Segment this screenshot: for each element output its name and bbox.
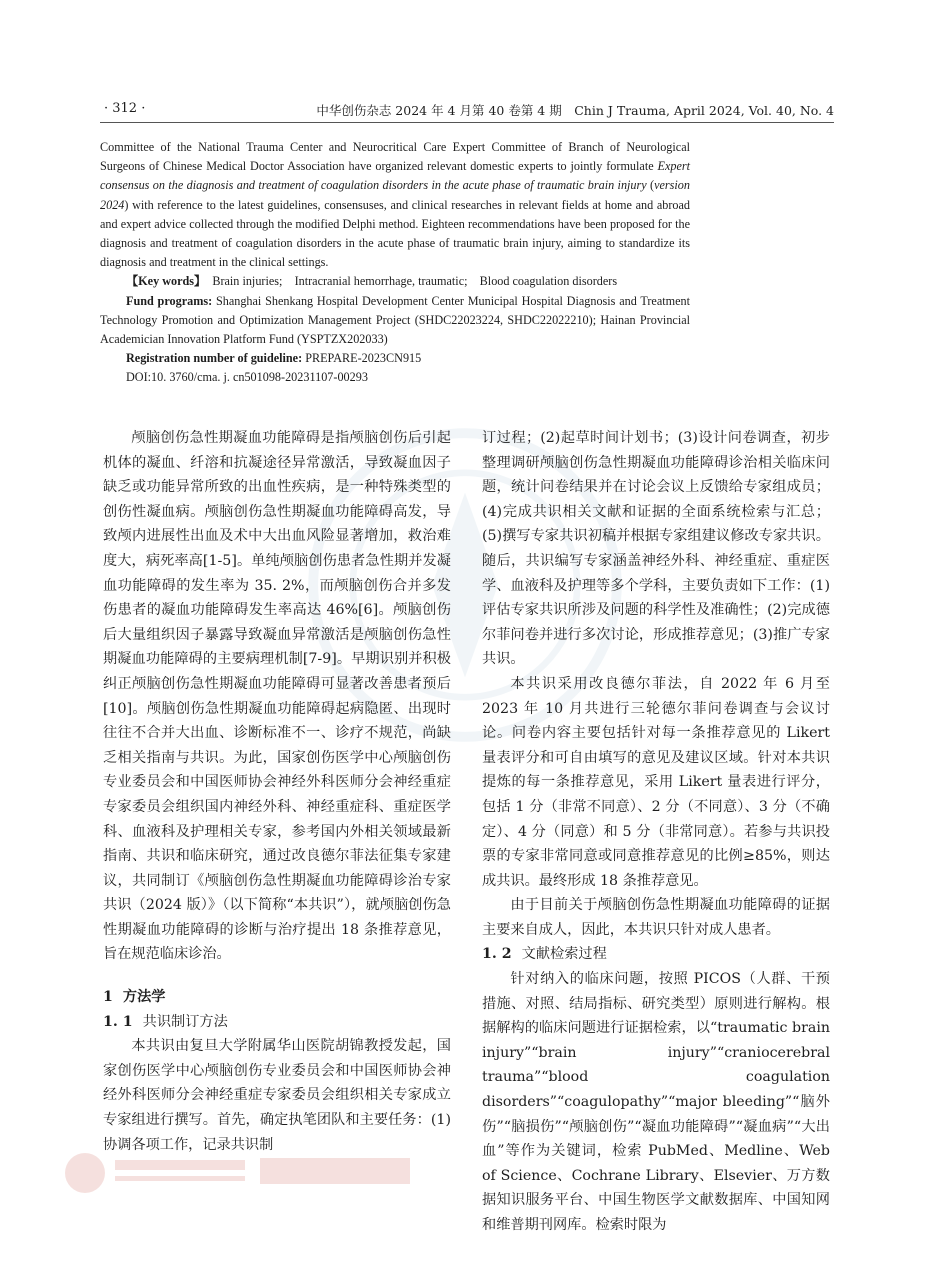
delphi-paragraph: 本共识采用改良德尔菲法，自 2022 年 6 月至 2023 年 10 月共进行三轮德尔菲问卷调查与会议讨论。问卷内容主要包括针对每一条推荐意见的 Likert 量表评分和可自由填写的意见及建议区域。针对本共识提炼的每一条推荐意见，采用 Likert 量表进行评分，包括 1 分（非常不同意）、2 分（不同意）、3 分（不确定）、4 分（同意）和 5 分（非常同意）。若参与共识投票的专家非常同意或同意推荐意见的比例≥85%，则达成共识。最终形成 18 条推荐意见。: [482, 675, 830, 889]
journal-citation: 中华创伤杂志 2024 年 4 月第 40 卷第 4 期 Chin J Trauma, April 2024, Vol. 40, No. 4: [316, 103, 834, 118]
registration-label: Registration number of guideline:: [126, 351, 303, 366]
keywords-label: 【Key words】: [126, 274, 207, 289]
section-1-2-paragraph: 针对纳入的临床问题，按照 PICOS（人群、干预措施、对照、结局指标、研究类型）原则进行解构。根据解构的临床问题进行证据检索，以“traumatic brain injury”“brain injury”“craniocerebral trauma”“blood coagulation disorders”“coagulopathy”“major bleeding”“脑外伤”“脑损伤”“颅脑创伤”“凝血功能障碍”“凝血病”“大出血”等作为关键词，检索 PubMed、Medline、Web of Science、Cochrane Library、Elsevier、万方数据知识服务平台、中国生物医学文献数据库、中国知网和维普期刊网库。检索时限为: [482, 971, 830, 1233]
abstract-version: version 2024: [100, 178, 690, 212]
abstract-body: [100, 138, 690, 272]
right-column: [482, 426, 830, 1238]
publisher-logo-icon: [60, 1148, 420, 1198]
abstract-text-2: (: [646, 178, 655, 193]
section-1-1-heading: [103, 1010, 451, 1035]
section-1-2-number: 1. 2: [482, 946, 512, 963]
english-abstract: [100, 138, 690, 388]
intro-paragraph: 颅脑创伤急性期凝血功能障碍是指颅脑创伤后引起机体的凝血、纤溶和抗凝途径异常激活，导致凝血因子缺乏或功能异常所致的出血性疾病，是一种特殊类型的创伤性凝血病。颅脑创伤急性期凝血功能障碍高发，导致颅内进展性出血及术中大出血风险显著增加，救治难度大，病死率高[1-5]。单纯颅脑创伤患者急性期并发凝血功能障碍的发生率为 35. 2%，而颅脑创伤合并多发伤患者的凝血功能障碍发生率高达 46%[6]。颅脑创伤后大量组织因子暴露导致凝血异常激活是颅脑创伤急性期凝血功能障碍的主要病理机制[7-9]。早期识别并积极纠正颅脑创伤急性期凝血功能障碍可显著改善患者预后[10]。颅脑创伤急性期凝血功能障碍起病隐匿、出现时往往不合并大出血、诊断标准不一、诊疗不规范，尚缺乏相关指南与共识。为此，国家创伤医学中心颅脑创伤专业委员会和中国医师协会神经外科医师分会神经重症专家委员会组织国内神经外科、神经重症科、重症医学科、血液科及护理相关专家，参考国内外相关领域最新指南、共识和临床研究，通过改良德尔菲法征集专家建议，共同制订《颅脑创伤急性期凝血功能障碍诊治专家共识（2024 版）》（以下简称“本共识”），就颅脑创伤急性期凝血功能障碍的诊断与治疗提出 18 条推荐意见，旨在规范临床诊治。: [103, 430, 451, 963]
header-rule: [100, 122, 834, 123]
registration-line: [100, 349, 690, 368]
section-1-1-paragraph: 本共识由复旦大学附属华山医院胡锦教授发起，国家创伤医学中心颅脑创伤专业委员会和中国医师协会神经外科医师分会神经重症专家委员会组织相关专家成立专家组进行撰写。首先，确定执笔团队和主要任务：(1)协调各项工作，记录共识制: [103, 1038, 451, 1153]
section-1-heading: [103, 985, 451, 1010]
page-header: [0, 0, 934, 130]
abstract-text-3: ) with reference to the latest guidelines, consensuses, and clinical researches in relevant fields at home and abroad and expert advice collected through the modified Delphi method. Eighteen recommendations have been proposed for the diagnosis and treatment of coagulation disorders in the acute phase of traumatic brain injury, aiming to standardize its diagnosis and treatment in the clinical settings.: [100, 197, 690, 270]
continued-paragraph: 订过程；(2)起草时间计划书；(3)设计问卷调查，初步整理调研颅脑创伤急性期凝血功能障碍诊治相关临床问题，统计问卷结果并在讨论会议上反馈给专家组成员；(4)完成共识相关文献和证据的全面系统检索与汇总；(5)撰写专家共识初稿并根据专家组建议修改专家共识。随后，共识编写专家涵盖神经外科、神经重症、重症医学、血液科及护理等多个学科，主要负责如下工作：(1)评估专家共识所涉及问题的科学性及准确性；(2)完成德尔菲问卷并进行多次讨论，形成推荐意见；(3)推广专家共识。: [482, 430, 830, 668]
left-column: [103, 426, 451, 1157]
section-1-2-heading: [482, 942, 830, 967]
section-1-title: 方法学: [122, 989, 166, 1006]
doi-line: DOI:10. 3760/cma. j. cn501098-20231107-00293: [126, 370, 368, 385]
fund-programs: [100, 292, 690, 350]
abstract-text-1: Committee of the National Trauma Center and Neurocritical Care Expert Committee of Branch of Neurological Surgeons of Chinese Medical Doctor Association have organized relevant domestic experts to jointly formulate: [100, 140, 690, 174]
section-1-1-number: 1. 1: [103, 1013, 133, 1030]
adult-paragraph: 由于目前关于颅脑创伤急性期凝血功能障碍的证据主要来自成人，因此，本共识只针对成人患者。: [482, 897, 830, 938]
fund-label: Fund programs:: [126, 293, 213, 308]
section-1-2-title: 文献检索过程: [521, 946, 607, 963]
abstract-consensus-title: Expert consensus on the diagnosis and treatment of coagulation disorders in the acute phase of traumatic brain injury: [100, 159, 690, 193]
fund-text: Shanghai Shenkang Hospital Development Center Municipal Hospital Diagnosis and Treatment Technology Promotion and Optimization Management Project (SHDC22023224, SHDC22022210); Hainan Provincial Academician Innovation Platform Fund (YSPTZX202033): [100, 293, 690, 347]
keywords-text: Brain injuries; Intracranial hemorrhage, traumatic; Blood coagulation disorders: [212, 274, 618, 289]
registration-text: PREPARE-2023CN915: [302, 351, 422, 366]
keywords-line: [100, 272, 690, 291]
section-1-1-title: 共识制订方法: [142, 1013, 228, 1030]
page-number: · 312 ·: [104, 101, 146, 116]
section-1-number: 1: [103, 989, 113, 1006]
